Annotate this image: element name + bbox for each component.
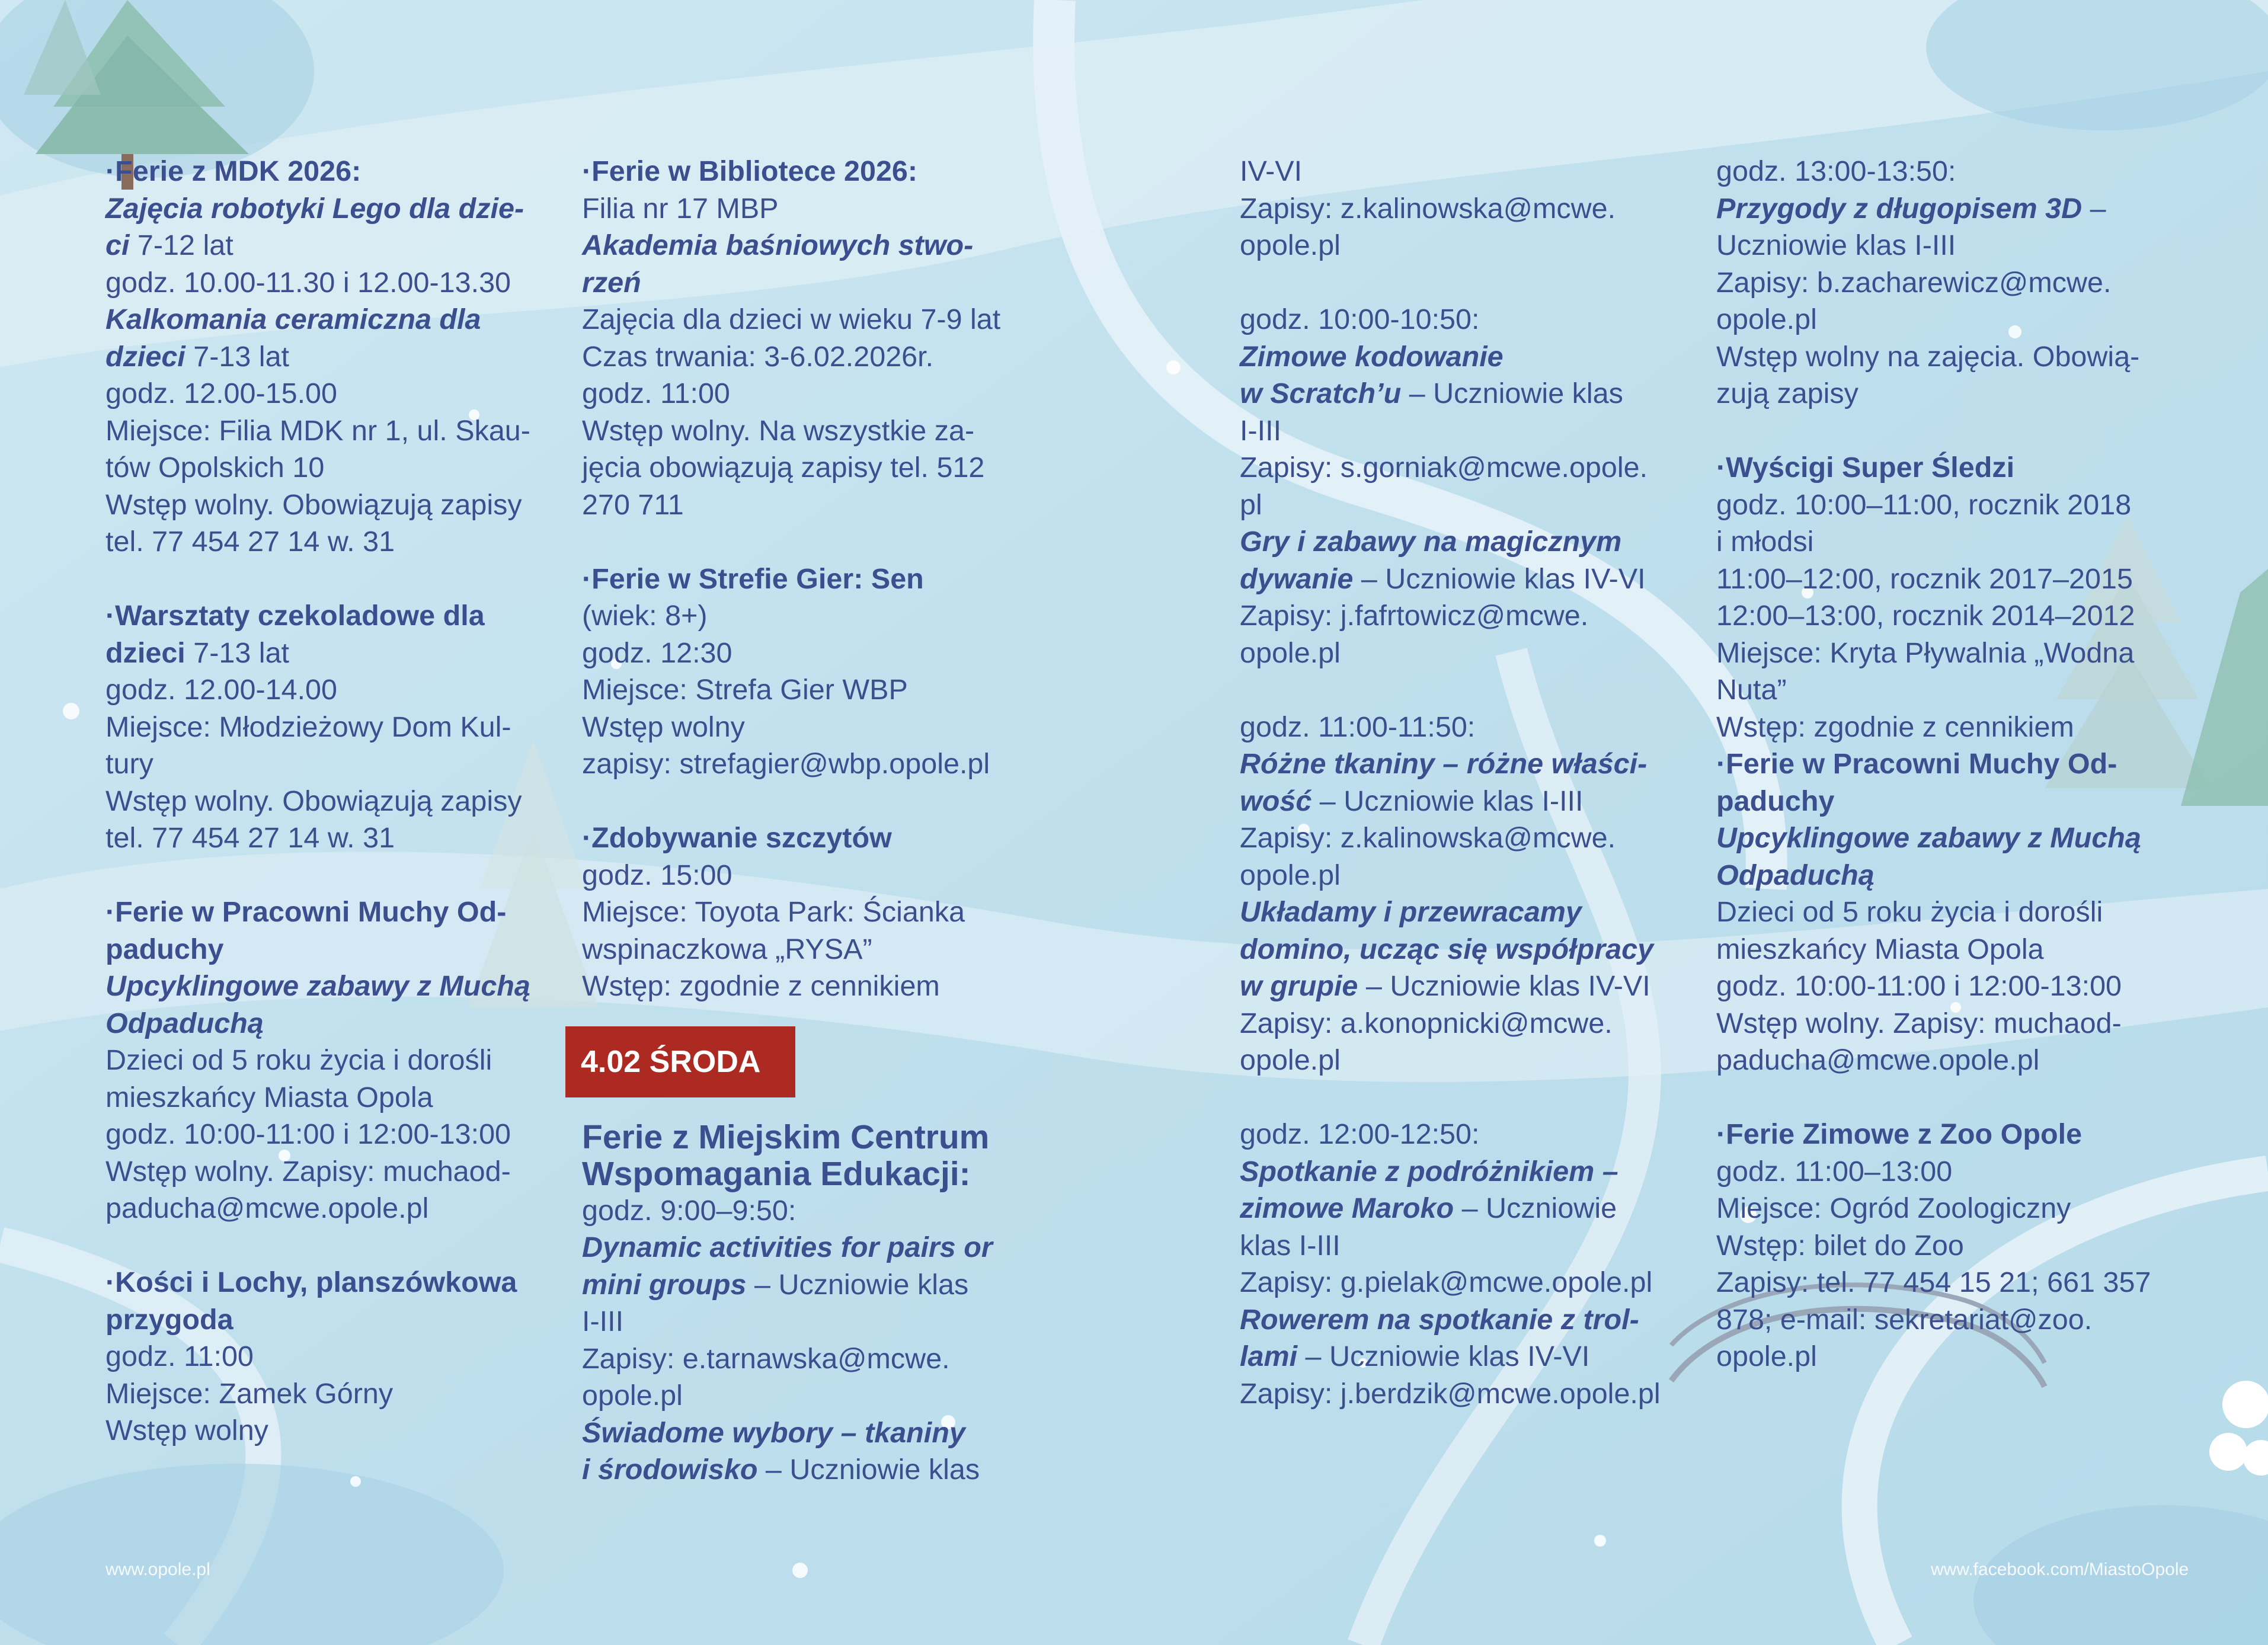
- activity-name: Gry i zabawy na magicznym: [1240, 526, 1622, 558]
- text-line: [1716, 449, 2151, 487]
- event-title: ·Ferie w Bibliotece 2026:: [582, 155, 918, 187]
- detail-text: klas I-III: [1240, 1229, 1341, 1262]
- text-line: [1240, 1375, 1661, 1413]
- text-line: [1240, 301, 1661, 338]
- text-line: [1240, 449, 1661, 487]
- text-line: [105, 1042, 530, 1079]
- activity-name: i środowisko: [582, 1454, 758, 1486]
- detail-text: godz. 11:00: [105, 1340, 254, 1372]
- text-line: [105, 1375, 530, 1413]
- detail-text: 11:00–12:00, rocznik 2017–2015: [1716, 562, 2133, 595]
- blank-line: [105, 561, 530, 598]
- detail-text: opole.pl: [582, 1380, 683, 1412]
- text-line: [105, 1412, 530, 1449]
- text-line: [1716, 635, 2151, 672]
- activity-name: Upcyklingowe zabawy z Muchą: [105, 970, 530, 1002]
- text-line: [1716, 968, 2151, 1005]
- text-line: [1716, 1042, 2151, 1079]
- detail-text: Zapisy: g.pielak@mcwe.opole.pl: [1240, 1266, 1653, 1298]
- detail-text: 7-13 lat: [185, 636, 290, 669]
- text-line: [1716, 1227, 2151, 1265]
- text-line: [582, 709, 1000, 746]
- activity-name: Układamy i przewracamy: [1240, 896, 1582, 928]
- text-line: [582, 412, 1000, 450]
- text-line: [1240, 894, 1661, 931]
- text-line: [105, 894, 530, 931]
- text-line: [1716, 1116, 2151, 1153]
- detail-text: Wstęp wolny. Zapisy: muchaod-: [105, 1155, 511, 1188]
- activity-name: dywanie: [1240, 562, 1354, 595]
- detail-text: Miejsce: Toyota Park: Ścianka: [582, 896, 965, 928]
- text-line: [582, 1303, 1000, 1340]
- activity-name: Różne tkaniny – różne właści-: [1240, 748, 1648, 780]
- text-line: [1716, 1005, 2151, 1042]
- text-line: [1716, 190, 2151, 228]
- detail-text: godz. 12.00-14.00: [105, 674, 338, 706]
- detail-text: godz. 12:00-12:50:: [1240, 1118, 1480, 1150]
- text-line: [1240, 597, 1661, 635]
- activity-name: lami: [1240, 1340, 1298, 1372]
- detail-text: opole.pl: [1716, 303, 1817, 335]
- text-line: [582, 301, 1000, 338]
- text-line: [105, 487, 530, 524]
- detail-text: godz. 15:00: [582, 859, 732, 891]
- text-line: [582, 375, 1000, 412]
- text-line: [1240, 745, 1661, 783]
- text-line: [582, 745, 1000, 783]
- text-line: [1240, 1227, 1661, 1265]
- text-line: [582, 635, 1000, 672]
- blank-line: [105, 1227, 530, 1265]
- detail-text: Zapisy: a.konopnicki@mcwe.: [1240, 1007, 1613, 1039]
- text-line: [1716, 931, 2151, 968]
- text-line: [1240, 1190, 1661, 1227]
- text-line: [582, 857, 1000, 894]
- event-title: ·Ferie w Pracowni Muchy Od-: [105, 896, 507, 928]
- blank-line: [1716, 1079, 2151, 1116]
- text-line: [582, 227, 1000, 264]
- activity-name: mini groups: [582, 1268, 747, 1301]
- text-line: [105, 671, 530, 709]
- text-line: [105, 968, 530, 1005]
- text-line: [105, 301, 530, 338]
- detail-text: 7-12 lat: [129, 229, 233, 261]
- detail-text: opole.pl: [1240, 229, 1341, 261]
- activity-name: Odpaduchą: [105, 1007, 264, 1039]
- blank-line: [1240, 1079, 1661, 1116]
- text-line: [105, 227, 530, 264]
- blank-line: [105, 857, 530, 894]
- activity-name: Spotkanie z podróżnikiem –: [1240, 1155, 1618, 1188]
- text-line: [582, 1451, 1000, 1489]
- detail-text: godz. 13:00-13:50:: [1716, 155, 1956, 187]
- activity-name: Zimowe kodowanie: [1240, 340, 1504, 373]
- detail-text: Uczniowie klas I-III: [1716, 229, 1956, 261]
- text-line: [582, 153, 1000, 190]
- detail-text: Zapisy: z.kalinowska@mcwe.: [1240, 822, 1616, 854]
- detail-text: Czas trwania: 3-6.02.2026r.: [582, 340, 934, 373]
- event-title: ·Zdobywanie szczytów: [582, 822, 892, 854]
- detail-text: Filia nr 17 MBP: [582, 192, 779, 225]
- detail-text: (wiek: 8+): [582, 600, 708, 632]
- text-line: [1716, 523, 2151, 561]
- text-line: [1240, 487, 1661, 524]
- text-line: [582, 1377, 1000, 1414]
- text-line: [1716, 783, 2151, 820]
- detail-text: tury: [105, 748, 153, 780]
- text-line: [1240, 1153, 1661, 1190]
- event-title: ·Ferie w Pracowni Muchy Od-: [1716, 748, 2117, 780]
- text-line: [1716, 375, 2151, 412]
- text-line: [105, 709, 530, 746]
- event-title: ·Wyścigi Super Śledzi: [1716, 452, 2015, 484]
- detail-text: Miejsce: Filia MDK nr 1, ul. Skau-: [105, 414, 530, 447]
- text-line: [105, 597, 530, 635]
- text-line: [1240, 1005, 1661, 1042]
- text-line: [105, 190, 530, 228]
- text-line: [1716, 227, 2151, 264]
- detail-text: Miejsce: Zamek Górny: [105, 1377, 394, 1410]
- text-line: [1716, 301, 2151, 338]
- text-line: [105, 1116, 530, 1153]
- text-line: [582, 487, 1000, 524]
- event-title: przygoda: [105, 1303, 233, 1336]
- text-line: [1240, 635, 1661, 672]
- text-line: [1716, 709, 2151, 746]
- event-title: dzieci: [105, 636, 185, 669]
- day-badge: [565, 1026, 795, 1097]
- event-title: ·Ferie z MDK 2026:: [105, 155, 362, 187]
- detail-text: – Uczniowie klas IV-VI: [1353, 562, 1646, 595]
- detail-text: – Uczniowie klas IV-VI: [1297, 1340, 1590, 1372]
- detail-text: godz. 11:00–13:00: [1716, 1155, 1953, 1188]
- detail-text: zapisy: strefagier@wbp.opole.pl: [582, 748, 990, 780]
- text-line: [105, 1301, 530, 1339]
- text-line: [105, 412, 530, 450]
- detail-text: Wstęp wolny. Na wszystkie za-: [582, 414, 975, 447]
- text-line: [582, 264, 1000, 302]
- text-line: [1716, 1190, 2151, 1227]
- detail-text: godz. 10:00-10:50:: [1240, 303, 1480, 335]
- text-line: [1240, 931, 1661, 968]
- text-line: [1716, 820, 2151, 857]
- text-line: [582, 338, 1000, 376]
- text-line: [1240, 153, 1661, 190]
- detail-text: Zapisy: j.fafrtowicz@mcwe.: [1240, 600, 1589, 632]
- text-line: [1240, 561, 1661, 598]
- detail-text: paducha@mcwe.opole.pl: [1716, 1044, 2040, 1076]
- detail-text: godz. 10:00-11:00 i 12:00-13:00: [1716, 970, 2122, 1002]
- blank-line: [582, 523, 1000, 561]
- detail-text: Wstęp wolny. Zapisy: muchaod-: [1716, 1007, 2122, 1039]
- detail-text: Miejsce: Młodzieżowy Dom Kul-: [105, 711, 511, 743]
- blank-line: [1240, 671, 1661, 709]
- text-line: [105, 449, 530, 487]
- text-line: [582, 1414, 1000, 1452]
- detail-text: Wstęp wolny. Obowiązują zapisy: [105, 488, 522, 521]
- footer-facebook[interactable]: www.facebook.com/MiastoOpole: [1931, 1560, 2189, 1579]
- text-line: [1240, 857, 1661, 894]
- text-line: [105, 338, 530, 376]
- detail-text: I-III: [1240, 414, 1282, 447]
- detail-text: 7-13 lat: [185, 340, 290, 373]
- detail-text: tel. 77 454 27 14 w. 31: [105, 526, 395, 558]
- section-heading: [582, 1119, 1000, 1156]
- text-line: [105, 635, 530, 672]
- detail-text: godz. 10.00-11.30 i 12.00-13.30: [105, 266, 511, 299]
- event-title: paduchy: [1716, 785, 1835, 817]
- text-line: [1716, 671, 2151, 709]
- detail-text: godz. 10:00–11:00, rocznik 2018: [1716, 488, 2132, 521]
- detail-text: – Uczniowie klas: [1401, 377, 1623, 409]
- text-line: [582, 671, 1000, 709]
- text-line: [105, 523, 530, 561]
- activity-name: Rowerem na spotkanie z trol-: [1240, 1303, 1639, 1336]
- text-line: [1240, 709, 1661, 746]
- text-line: [1716, 264, 2151, 302]
- text-line: [1716, 338, 2151, 376]
- detail-text: Wstęp wolny: [582, 711, 745, 743]
- detail-text: –: [2082, 192, 2106, 225]
- text-line: [1716, 1264, 2151, 1301]
- detail-text: 270 711: [582, 488, 684, 521]
- detail-text: jęcia obowiązują zapisy tel. 512: [582, 452, 985, 484]
- detail-text: Wstęp wolny. Obowiązują zapisy: [105, 785, 522, 817]
- detail-text: godz. 9:00–9:50:: [582, 1194, 796, 1227]
- detail-text: – Uczniowie klas: [746, 1268, 969, 1301]
- activity-name: Świadome wybory – tkaniny: [582, 1416, 965, 1449]
- activity-name: Upcyklingowe zabawy z Muchą: [1716, 822, 2141, 854]
- text-line: [1240, 968, 1661, 1005]
- text-line: [582, 894, 1000, 931]
- day-badge-label: 4.02 ŚRODA: [581, 1044, 761, 1079]
- text-line: [105, 820, 530, 857]
- text-line: [105, 931, 530, 968]
- text-line: [582, 1229, 1000, 1266]
- activity-name: Dynamic activities for pairs or: [582, 1231, 993, 1263]
- text-line: [1240, 820, 1661, 857]
- text-line: [1716, 1301, 2151, 1339]
- detail-text: Zapisy: j.berdzik@mcwe.opole.pl: [1240, 1377, 1661, 1410]
- text-line: [105, 375, 530, 412]
- text-line: [1240, 1116, 1661, 1153]
- detail-text: Zapisy: e.tarnawska@mcwe.: [582, 1342, 950, 1375]
- detail-text: Wstęp wolny: [105, 1414, 268, 1446]
- text-line: [105, 745, 530, 783]
- event-title: ·Ferie w Strefie Gier: Sen: [582, 562, 924, 595]
- event-title: ·Warsztaty czekoladowe dla: [105, 600, 485, 632]
- text-line: [105, 1005, 530, 1042]
- event-title: ·Ferie Zimowe z Zoo Opole: [1716, 1118, 2083, 1150]
- text-line: [105, 1264, 530, 1301]
- detail-text: opole.pl: [1240, 636, 1341, 669]
- text-line: [1240, 523, 1661, 561]
- text-line: [1716, 561, 2151, 598]
- detail-text: I-III: [582, 1305, 624, 1337]
- detail-text: Wstęp: bilet do Zoo: [1716, 1229, 1964, 1262]
- detail-text: Zapisy: b.zacharewicz@mcwe.: [1716, 266, 2112, 299]
- detail-text: zują zapisy: [1716, 377, 1858, 409]
- detail-text: Wstęp wolny na zajęcia. Obowią-: [1716, 340, 2140, 373]
- text-line: [582, 597, 1000, 635]
- text-line: [1716, 1153, 2151, 1190]
- text-line: [1716, 1338, 2151, 1375]
- activity-name: w grupie: [1240, 970, 1358, 1002]
- text-line: [582, 968, 1000, 1005]
- text-line: [1716, 745, 2151, 783]
- column-3: [1240, 153, 1661, 1412]
- text-line: [1240, 338, 1661, 376]
- section-heading: [582, 1156, 1000, 1192]
- text-line: [1240, 1338, 1661, 1375]
- detail-text: paducha@mcwe.opole.pl: [105, 1192, 429, 1224]
- detail-text: Wstęp: zgodnie z cennikiem: [582, 970, 940, 1002]
- text-line: [1240, 1264, 1661, 1301]
- footer-website[interactable]: www.opole.pl: [105, 1560, 210, 1579]
- activity-name: wość: [1240, 785, 1312, 817]
- text-line: [582, 1192, 1000, 1230]
- text-line: [1240, 190, 1661, 228]
- detail-text: IV-VI: [1240, 155, 1303, 187]
- detail-text: Zapisy: z.kalinowska@mcwe.: [1240, 192, 1616, 225]
- event-title: ·Kości i Lochy, planszówkowa: [105, 1266, 517, 1298]
- text-line: [582, 449, 1000, 487]
- text-line: [1240, 1301, 1661, 1339]
- text-line: [1240, 227, 1661, 264]
- detail-text: pl: [1240, 488, 1262, 521]
- event-title: paduchy: [105, 933, 224, 965]
- text-line: [1716, 153, 2151, 190]
- detail-text: opole.pl: [1716, 1340, 1817, 1372]
- text-line: [1240, 412, 1661, 450]
- detail-text: mieszkańcy Miasta Opola: [1716, 933, 2044, 965]
- text-line: [1240, 375, 1661, 412]
- detail-text: – Uczniowie klas: [757, 1454, 980, 1486]
- section-heading-label: Ferie z Miejskim Centrum: [582, 1118, 990, 1156]
- detail-text: godz. 11:00: [582, 377, 730, 409]
- activity-name: Zajęcia robotyki Lego dla dzie-: [105, 192, 524, 225]
- section-heading-label: Wspomagania Edukacji:: [582, 1154, 971, 1193]
- detail-text: – Uczniowie: [1454, 1192, 1617, 1224]
- detail-text: godz. 11:00-11:50:: [1240, 711, 1476, 743]
- text-line: [582, 820, 1000, 857]
- detail-text: Dzieci od 5 roku życia i dorośli: [105, 1044, 492, 1076]
- text-line: [105, 153, 530, 190]
- text-line: [582, 931, 1000, 968]
- column-4: [1716, 153, 2151, 1375]
- text-line: [1716, 597, 2151, 635]
- blank-line: [582, 783, 1000, 820]
- text-line: [105, 1153, 530, 1190]
- detail-text: tel. 77 454 27 14 w. 31: [105, 822, 395, 854]
- activity-name: rzeń: [582, 266, 641, 299]
- detail-text: tów Opolskich 10: [105, 452, 325, 484]
- text-line: [582, 1340, 1000, 1378]
- text-line: [105, 264, 530, 302]
- text-line: [582, 561, 1000, 598]
- detail-text: – Uczniowie klas I-III: [1311, 785, 1584, 817]
- text-line: [582, 190, 1000, 228]
- activity-name: Przygody z długopisem 3D: [1716, 192, 2083, 225]
- detail-text: godz. 12.00-15.00: [105, 377, 338, 409]
- activity-name: Odpaduchą: [1716, 859, 1874, 891]
- activity-name: ci: [105, 229, 130, 261]
- detail-text: godz. 12:30: [582, 636, 732, 669]
- activity-name: zimowe Maroko: [1240, 1192, 1454, 1224]
- detail-text: Miejsce: Kryta Pływalnia „Wodna: [1716, 636, 2135, 669]
- text-line: [1240, 783, 1661, 820]
- text-line: [1716, 857, 2151, 894]
- column-2: [582, 153, 1000, 1489]
- activity-name: Kalkomania ceramiczna dla: [105, 303, 481, 335]
- activity-name: w Scratch’u: [1240, 377, 1402, 409]
- detail-text: i młodsi: [1716, 526, 1814, 558]
- detail-text: Zajęcia dla dzieci w wieku 7-9 lat: [582, 303, 1001, 335]
- activity-name: domino, ucząc się współpracy: [1240, 933, 1654, 965]
- text-line: [105, 783, 530, 820]
- text-line: [1240, 1042, 1661, 1079]
- text-line: [105, 1079, 530, 1116]
- detail-text: 878; e-mail: sekretariat@zoo.: [1716, 1303, 2093, 1336]
- text-line: [1716, 894, 2151, 931]
- detail-text: – Uczniowie klas IV-VI: [1358, 970, 1650, 1002]
- detail-text: opole.pl: [1240, 859, 1341, 891]
- detail-text: 12:00–13:00, rocznik 2014–2012: [1716, 600, 2135, 632]
- detail-text: opole.pl: [1240, 1044, 1341, 1076]
- text-line: [105, 1338, 530, 1375]
- detail-text: Zapisy: tel. 77 454 15 21; 661 357: [1716, 1266, 2151, 1298]
- detail-text: mieszkańcy Miasta Opola: [105, 1081, 433, 1113]
- text-line: [1716, 487, 2151, 524]
- detail-text: Dzieci od 5 roku życia i dorośli: [1716, 896, 2103, 928]
- blank-line: [1240, 264, 1661, 302]
- text-line: [582, 1266, 1000, 1304]
- detail-text: Zapisy: s.gorniak@mcwe.opole.: [1240, 452, 1648, 484]
- detail-text: Wstęp: zgodnie z cennikiem: [1716, 711, 2074, 743]
- detail-text: Nuta”: [1716, 674, 1787, 706]
- detail-text: Miejsce: Ogród Zoologiczny: [1716, 1192, 2071, 1224]
- activity-name: dzieci: [105, 340, 185, 373]
- detail-text: wspinaczkowa „RYSA”: [582, 933, 872, 965]
- detail-text: godz. 10:00-11:00 i 12:00-13:00: [105, 1118, 511, 1150]
- detail-text: Miejsce: Strefa Gier WBP: [582, 674, 908, 706]
- blank-line: [1716, 412, 2151, 450]
- column-1: [105, 153, 530, 1449]
- text-line: [105, 1190, 530, 1227]
- activity-name: Akademia baśniowych stwo-: [582, 229, 974, 261]
